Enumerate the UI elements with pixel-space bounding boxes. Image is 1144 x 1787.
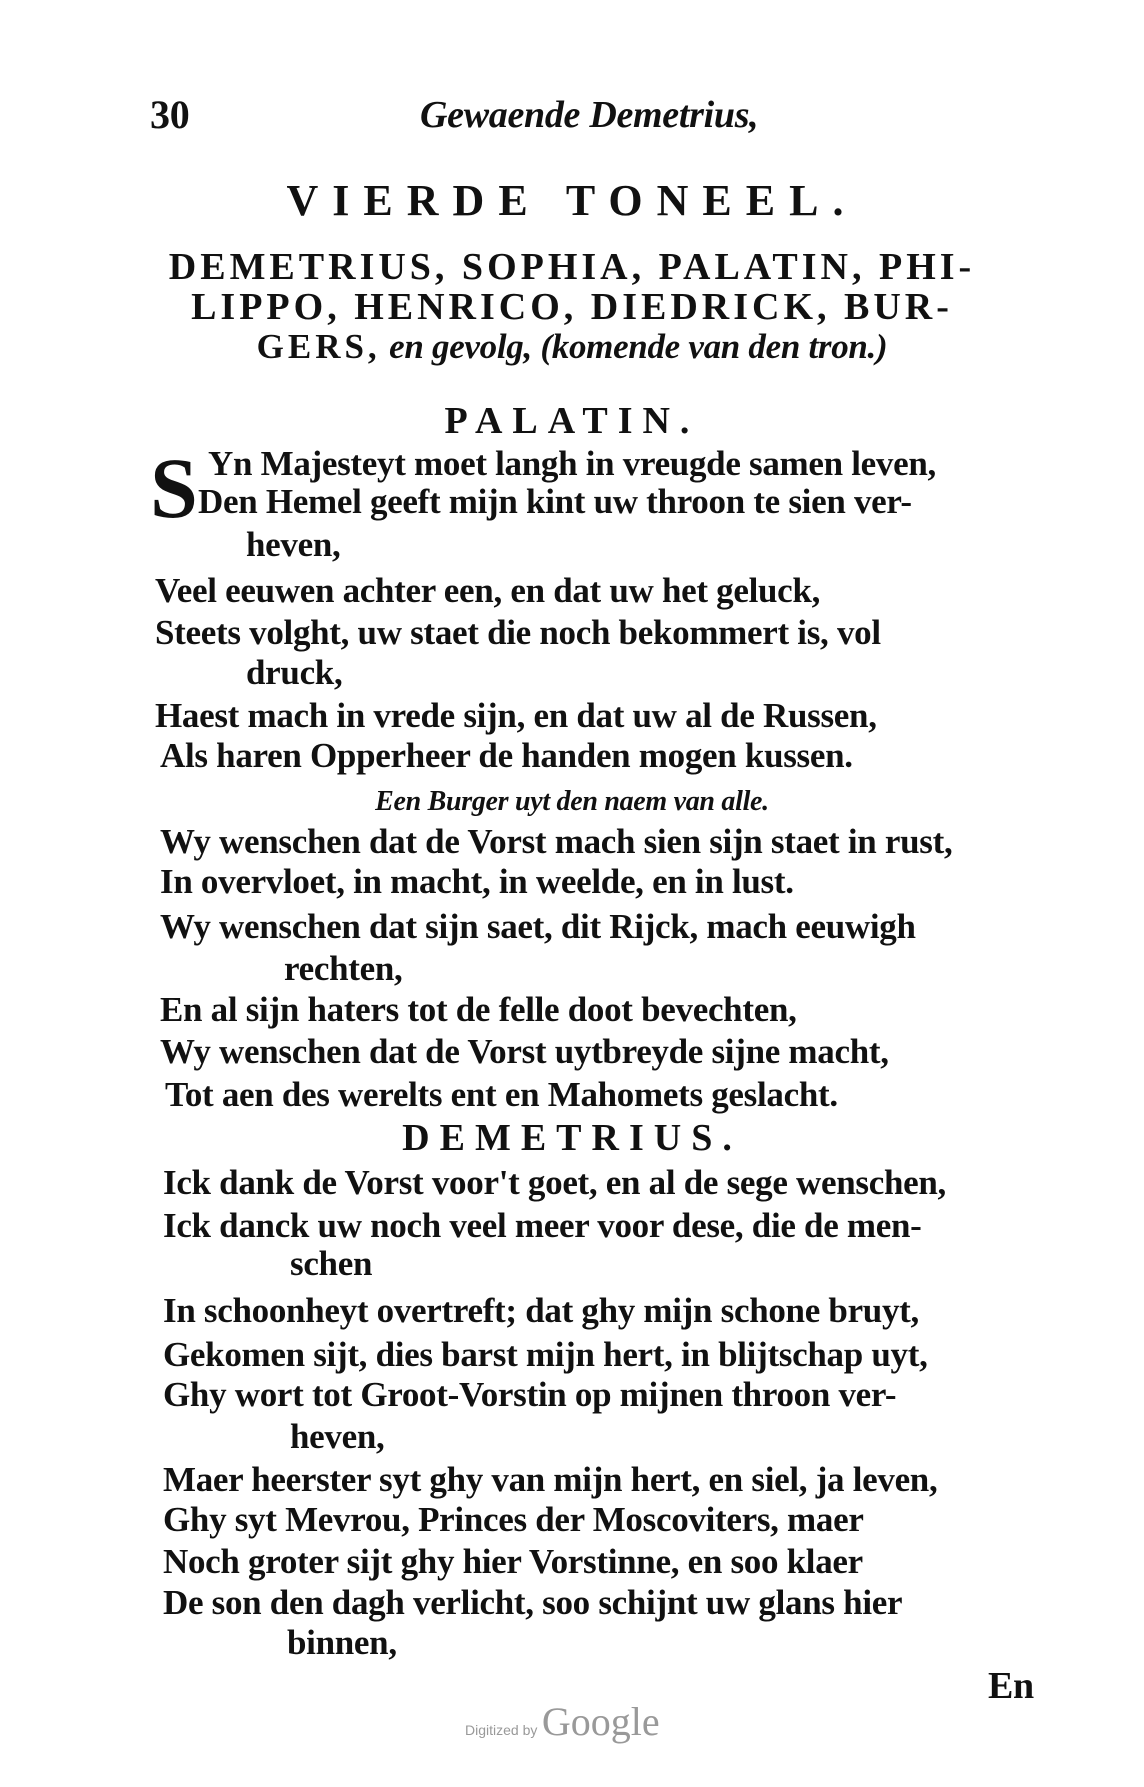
google-logo: Google	[541, 1699, 660, 1744]
verse-line: Tot aen des werelts ent en Mahomets geslacht.	[165, 1075, 838, 1114]
verse-line: heven,	[246, 525, 341, 564]
watermark-prefix: Digitized by	[465, 1722, 538, 1738]
verse-line: Wy wenschen dat sijn saet, dit Rijck, mach eeuwigh	[160, 907, 916, 946]
verse-line: De son den dagh verlicht, soo schijnt uw glans hier	[163, 1583, 903, 1622]
verse-line: binnen,	[287, 1623, 397, 1662]
verse-line: Ghy wort tot Groot-Vorstin op mijnen throon ver-	[163, 1375, 897, 1414]
verse-line: Wy wenschen dat de Vorst uytbreyde sijne macht,	[160, 1032, 889, 1071]
verse-line: Yn Majesteyt moet langh in vreugde samen leven,	[208, 444, 936, 483]
speaker-demetrius: DEMETRIUS.	[402, 1117, 742, 1159]
verse-line: Steets volght, uw staet die noch bekommert is, vol	[155, 613, 881, 652]
verse-line: In overvloet, in macht, in weelde, en in lust.	[160, 862, 794, 901]
google-watermark	[465, 1698, 660, 1745]
verse-line: Maer heerster syt ghy van mijn hert, en siel, ja leven,	[163, 1460, 938, 1499]
cast-italic: en gevolg, (komende van den tron.)	[389, 327, 888, 366]
verse-line: heven,	[290, 1417, 385, 1456]
verse-line: Veel eeuwen achter een, en dat uw het geluck,	[155, 571, 821, 610]
verse-line: Ghy syt Mevrou, Princes der Moscoviters, maer	[163, 1500, 864, 1539]
verse-line: En al sijn haters tot de felle doot bevechten,	[160, 990, 797, 1029]
verse-line: Als haren Opperheer de handen mogen kussen.	[160, 736, 853, 775]
verse-line: Ick dank de Vorst voor't goet, en al de sege wenschen,	[163, 1163, 946, 1202]
page-number: 30	[150, 92, 190, 137]
running-title: Gewaende Demetrius,	[420, 94, 759, 136]
verse-line: schen	[290, 1244, 373, 1283]
verse-line: Wy wenschen dat de Vorst mach sien sijn staet in rust,	[160, 822, 953, 861]
cast-line-3	[0, 326, 1144, 368]
catchword: En	[988, 1665, 1034, 1707]
verse-line: Gekomen sijt, dies barst mijn hert, in blijtschap uyt,	[163, 1335, 928, 1374]
verse-line: Noch groter sijt ghy hier Vorstinne, en soo klaer	[163, 1542, 863, 1581]
speaker-palatin: PALATIN.	[444, 400, 700, 442]
verse-line: Ick danck uw noch veel meer voor dese, die de men-	[163, 1206, 922, 1245]
cast-roman: GERS,	[256, 327, 381, 366]
verse-line: rechten,	[284, 949, 403, 988]
speaker-burger: Een Burger uyt den naem van alle.	[375, 786, 769, 817]
verse-line: druck,	[246, 653, 343, 692]
verse-line: In schoonheyt overtreft; dat ghy mijn schone bruyt,	[163, 1291, 919, 1330]
scene-title: VIERDE TONEEL.	[286, 176, 858, 225]
cast-line-1: DEMETRIUS, SOPHIA, PALATIN, PHI-	[168, 246, 976, 288]
cast-line-2: LIPPO, HENRICO, DIEDRICK, BUR-	[191, 286, 953, 328]
verse-line: Den Hemel geeft mijn kint uw throon te sien ver-	[198, 482, 912, 521]
drop-cap: S	[150, 440, 198, 536]
verse-line: Haest mach in vrede sijn, en dat uw al de Russen,	[155, 696, 877, 735]
